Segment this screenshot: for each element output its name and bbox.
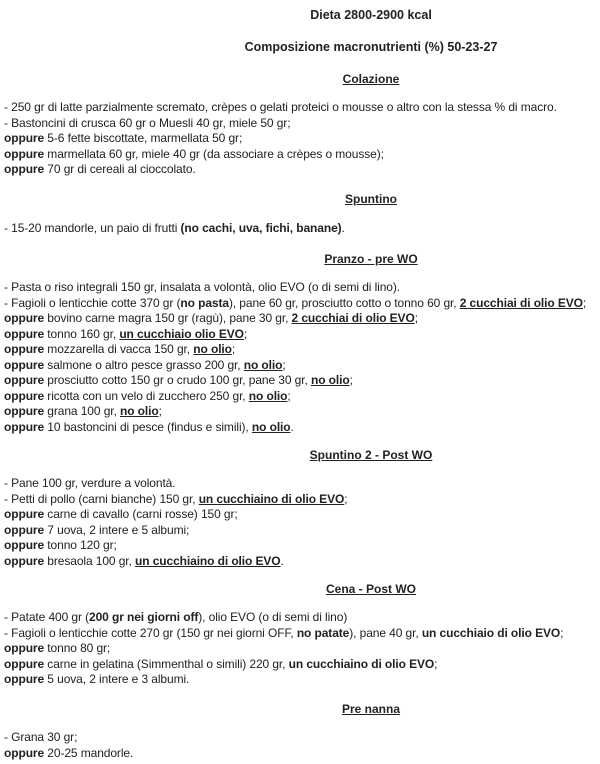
line-text: marmellata 60 gr, miele 40 gr (da associare a crèpes o mousse);	[44, 146, 384, 161]
line-text: ;	[287, 388, 291, 403]
line-text: - Fagioli o lenticchie cotte 270 gr (150 gr nei giorni OFF,	[4, 625, 297, 640]
line-text: ;	[282, 357, 286, 372]
page-title: Dieta 2800-2900 kcal	[310, 8, 432, 22]
section-body-prenanna	[4, 730, 600, 761]
diet-line	[4, 626, 600, 642]
diet-line	[4, 116, 600, 132]
diet-line	[4, 280, 600, 296]
emphasis-bold: oppure	[4, 357, 45, 372]
line-text: ), pane 60 gr, prosciutto cotto o tonno 60 gr,	[228, 295, 460, 310]
section-body-pranzo	[4, 280, 600, 435]
line-text: 10 bastoncini di pesce (findus e simili),	[44, 419, 252, 434]
diet-line	[4, 657, 600, 673]
section-heading-prenanna: Pre nanna	[341, 702, 401, 716]
emphasis-bold: oppure	[4, 522, 45, 537]
line-text: - 250 gr di latte parzialmente scremato, crèpes o gelati proteici o mousse o altro con la stessa % di macro.	[4, 100, 557, 114]
emphasis-underlined: 2 cucchiai di olio EVO	[459, 295, 583, 310]
emphasis-bold: no pasta	[180, 295, 229, 310]
section-heading-spuntino2: Spuntino 2 - Post WO	[309, 448, 433, 462]
emphasis-underlined: un cucchiaino di olio EVO	[198, 491, 345, 506]
diet-line	[4, 746, 600, 762]
emphasis-bold: oppure	[4, 373, 45, 387]
line-text: ;	[434, 656, 438, 671]
line-text: ricotta con un velo di zucchero 250 gr,	[44, 388, 249, 403]
emphasis-bold: un cucchiaio di olio EVO	[421, 625, 561, 640]
emphasis-bold: oppure	[4, 419, 45, 434]
line-text: 5-6 fette biscottate, marmellata 50 gr;	[44, 131, 243, 145]
line-text: 7 uova, 2 intere e 5 albumi;	[44, 522, 190, 537]
line-text: grana 100 gr,	[44, 404, 120, 418]
diet-line	[4, 358, 600, 374]
diet-line	[4, 404, 600, 420]
page-subtitle: Composizione macronutrienti (%) 50-23-27	[244, 40, 498, 54]
line-text: bovino carne magra 150 gr (ragù), pane 30 gr,	[44, 311, 292, 325]
line-text: bresaola 100 gr,	[44, 553, 136, 568]
section-body-cena	[4, 610, 600, 688]
line-text: ;	[243, 326, 248, 341]
emphasis-underlined: un cucchiaio olio EVO	[119, 326, 244, 341]
section-heading-colazione: Colazione	[342, 72, 400, 86]
line-text: - Petti di pollo (carni bianche) 150 gr,	[4, 491, 199, 506]
diet-line	[4, 327, 600, 343]
emphasis-bold: no patate	[296, 625, 350, 640]
emphasis-underlined: no olio	[310, 373, 350, 387]
line-text: ;	[582, 295, 587, 310]
emphasis-underlined: no olio	[193, 342, 232, 356]
line-text: .	[290, 419, 294, 434]
emphasis-bold: oppure	[4, 342, 45, 356]
diet-line	[4, 131, 600, 147]
emphasis-bold: (no cachi, uva, fichi, banane)	[180, 221, 342, 235]
emphasis-bold: oppure	[4, 311, 45, 325]
line-text: ), pane 40 gr,	[349, 625, 422, 640]
section-heading-pranzo: Pranzo - pre WO	[324, 252, 418, 266]
line-text: salmone o altro pesce grasso 200 gr,	[44, 357, 244, 372]
line-text: mozzarella di vacca 150 gr,	[44, 342, 194, 356]
line-text: 5 uova, 2 intere e 3 albumi.	[44, 672, 190, 686]
line-text: ;	[158, 404, 162, 418]
line-text: tonno 160 gr,	[44, 326, 120, 341]
diet-line	[4, 342, 600, 358]
line-text: - Pasta o riso integrali 150 gr, insalata a volontà, olio EVO (o di semi di lino).	[4, 280, 401, 294]
line-text: tonno 80 gr;	[44, 641, 111, 655]
emphasis-bold: oppure	[4, 507, 45, 521]
line-text: carne in gelatina (Simmenthal o simili) 220 gr,	[44, 656, 289, 671]
line-text: .	[280, 553, 284, 568]
emphasis-bold: oppure	[4, 404, 45, 418]
line-text: ;	[414, 311, 418, 325]
line-text: - Grana 30 gr;	[4, 730, 78, 744]
line-text: - Patate 400 gr (	[4, 610, 90, 624]
emphasis-bold: oppure	[4, 538, 45, 552]
emphasis-underlined: un cucchiaino di olio EVO	[135, 553, 281, 568]
section-body-spuntino	[4, 221, 600, 237]
emphasis-bold: oppure	[4, 131, 45, 145]
emphasis-bold: oppure	[4, 656, 45, 671]
diet-line	[4, 492, 600, 508]
emphasis-underlined: no olio	[119, 404, 159, 418]
emphasis-bold: 200 gr nei giorni off	[89, 610, 199, 624]
emphasis-bold: un cucchiaino di olio EVO	[288, 656, 435, 671]
line-text: - Pane 100 gr, verdure a volontà.	[4, 476, 176, 490]
diet-line	[4, 162, 600, 178]
diet-line	[4, 476, 600, 492]
line-text: tonno 120 gr;	[44, 538, 117, 552]
line-text: prosciutto cotto 150 gr o crudo 100 gr, pane 30 gr,	[44, 373, 311, 387]
emphasis-underlined: no olio	[243, 357, 283, 372]
emphasis-bold: oppure	[4, 146, 45, 161]
emphasis-bold: oppure	[4, 672, 45, 686]
diet-line	[4, 554, 600, 570]
line-text: ;	[349, 373, 353, 387]
diet-line	[4, 100, 600, 116]
line-text: ;	[344, 491, 348, 506]
emphasis-underlined: 2 cucchiai di olio EVO	[291, 311, 415, 325]
line-text: - 15-20 mandorle, un paio di frutti	[4, 221, 181, 235]
diet-line	[4, 389, 600, 405]
diet-line	[4, 538, 600, 554]
line-text: - Bastoncini di crusca 60 gr o Muesli 40 gr, miele 50 gr;	[4, 115, 291, 130]
diet-line	[4, 507, 600, 523]
line-text: carne di cavallo (carni rosse) 150 gr;	[44, 507, 238, 521]
line-text: - Fagioli o lenticchie cotte 370 gr (	[4, 295, 181, 310]
diet-line	[4, 672, 600, 688]
line-text: 70 gr di cereali al cioccolato.	[44, 162, 196, 176]
emphasis-bold: oppure	[4, 388, 45, 403]
line-text: ;	[560, 625, 564, 640]
line-text: ), olio EVO (o di semi di lino)	[198, 610, 348, 624]
line-text: 20-25 mandorle.	[44, 745, 134, 760]
emphasis-underlined: no olio	[251, 419, 291, 434]
emphasis-bold: oppure	[4, 326, 45, 341]
diet-line	[4, 296, 600, 312]
diet-line	[4, 420, 600, 436]
diet-line	[4, 147, 600, 163]
emphasis-bold: oppure	[4, 553, 45, 568]
diet-line	[4, 730, 600, 746]
section-body-colazione	[4, 100, 600, 178]
emphasis-bold: oppure	[4, 162, 45, 176]
section-heading-cena: Cena - Post WO	[325, 582, 416, 596]
diet-line	[4, 311, 600, 327]
diet-line	[4, 523, 600, 539]
diet-line	[4, 373, 600, 389]
diet-line	[4, 610, 600, 626]
emphasis-underlined: no olio	[248, 388, 288, 403]
line-text: .	[341, 221, 345, 235]
emphasis-bold: oppure	[4, 641, 45, 655]
diet-line	[4, 641, 600, 657]
line-text: ;	[231, 342, 236, 356]
section-heading-spuntino: Spuntino	[345, 192, 397, 206]
emphasis-bold: oppure	[4, 745, 45, 760]
diet-line	[4, 221, 600, 237]
section-body-spuntino2	[4, 476, 600, 569]
